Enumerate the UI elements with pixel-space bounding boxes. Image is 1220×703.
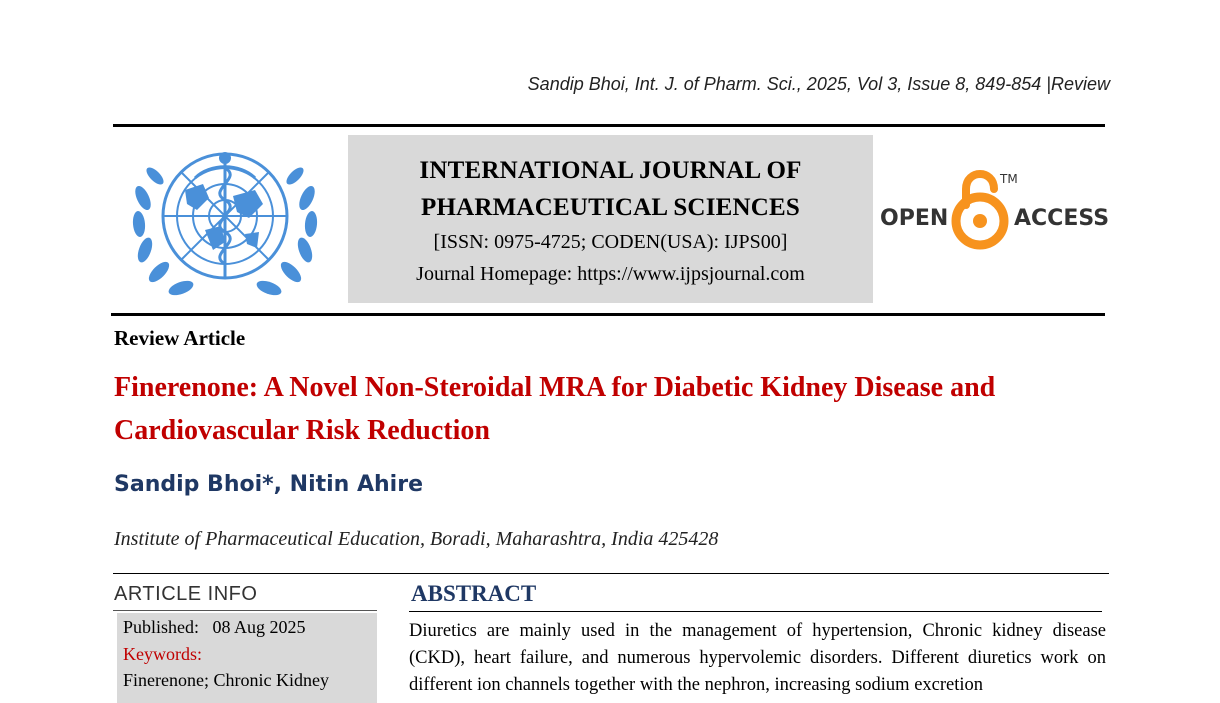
journal-emblem-logo [125,138,330,306]
open-access-right-text: ACCESS [1014,206,1108,231]
open-access-logo [878,165,1108,255]
article-info-underline [113,610,377,611]
journal-name-line1: INTERNATIONAL JOURNAL OF [419,157,802,184]
abstract-heading: ABSTRACT [411,581,537,606]
top-rule [113,124,1105,127]
padlock-keyhole-icon [973,214,987,228]
journal-homepage[interactable]: Journal Homepage: https://www.ijpsjournal.com [416,263,805,285]
journal-masthead [348,135,873,303]
keywords-label: Keywords: [123,644,202,664]
trademark-mark: TM [1000,172,1018,186]
keywords-value: Finerenone; Chronic Kidney [123,670,329,690]
abstract-underline [409,611,1102,612]
article-type: Review Article [114,326,246,350]
published-row [123,617,306,638]
published-label: Published: [123,617,200,637]
section-divider [113,573,1109,574]
article-info-box [117,613,377,703]
article-authors: Sandip Bhoi*, Nitin Ahire [114,472,423,497]
journal-issn: [ISSN: 0975-4725; CODEN(USA): IJPS00] [433,231,788,253]
article-info-heading: ARTICLE INFO [114,583,258,605]
masthead-bottom-rule [111,313,1105,316]
running-header: Sandip Bhoi, Int. J. of Pharm. Sci., 2025, Vol 3, Issue 8, 849-854 |Review [527,74,1110,94]
published-date: 08 Aug 2025 [212,617,306,637]
author-affiliation: Institute of Pharmaceutical Education, Boradi, Maharashtra, India 425428 [114,528,719,550]
journal-name-line2: PHARMACEUTICAL SCIENCES [421,194,800,221]
open-access-left-text: OPEN [880,206,949,231]
abstract-text: Diuretics are mainly used in the management of hypertension, Chronic kidney disease (CKD), heart failure, and numerous hypervolemic disorders. Different diuretics work on different ion channels together with the nephron, increasing sodium excretion [409,621,1106,695]
article-title: Finerenone: A Novel Non-Steroidal MRA for Diabetic Kidney Disease and Cardiovascular Risk Reduction [114,372,996,446]
